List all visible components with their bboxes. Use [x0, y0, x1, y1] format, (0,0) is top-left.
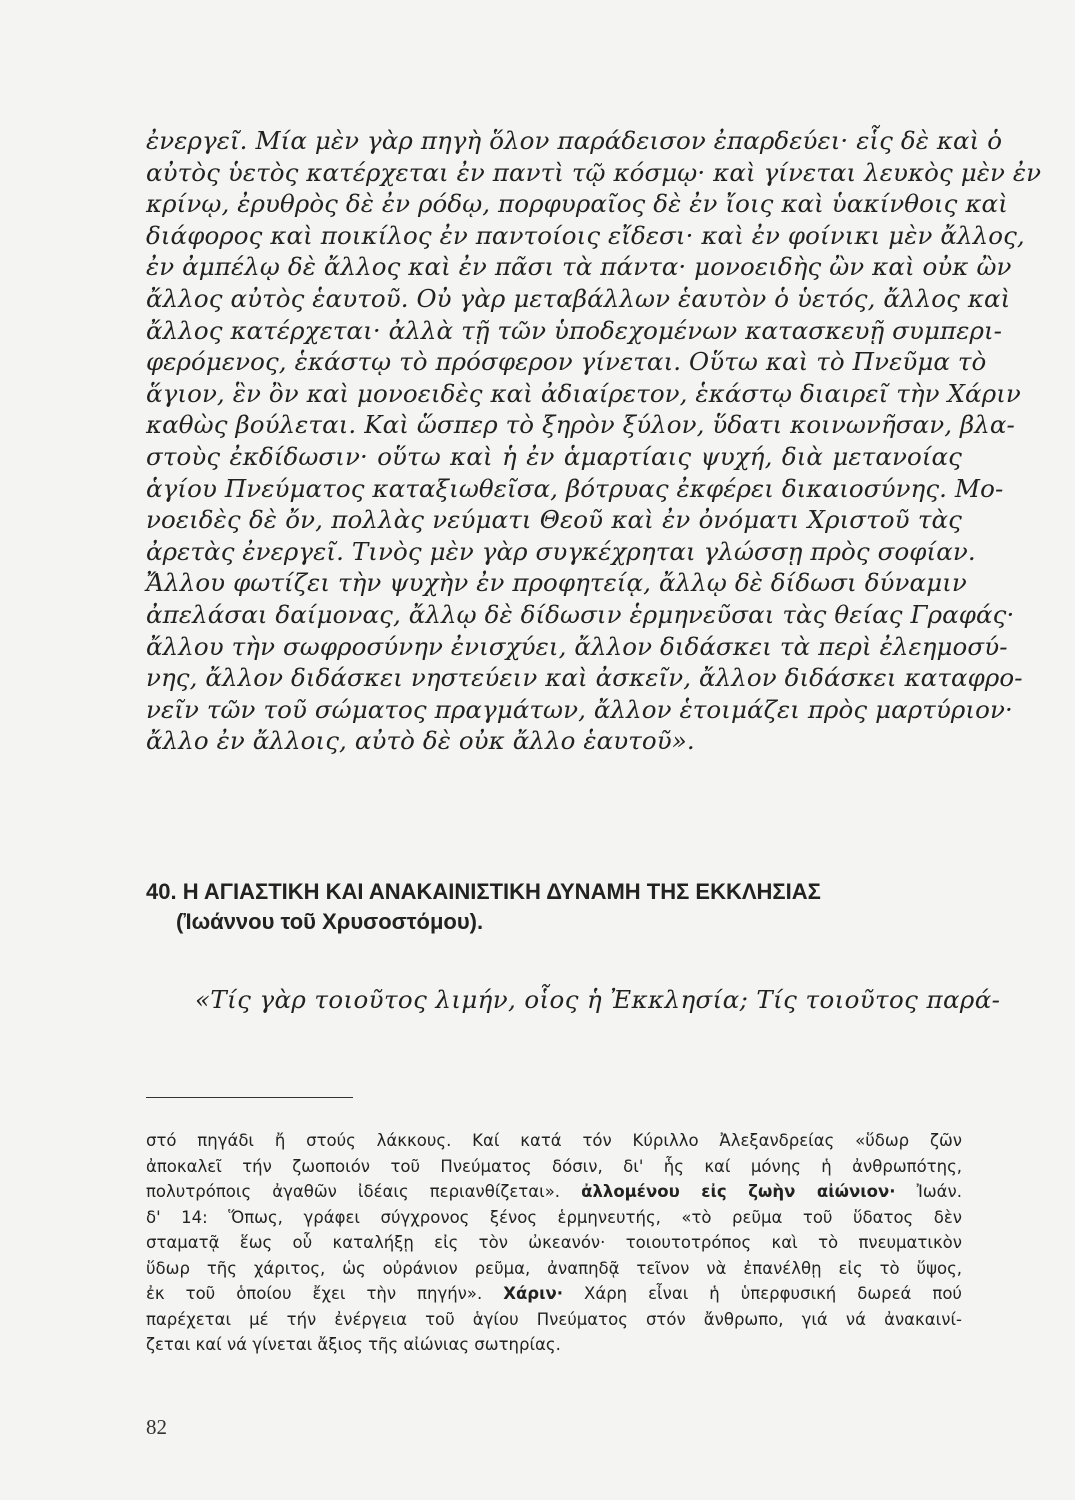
text-line: νεῖν τῶν τοῦ σώματος πραγμάτων, ἄλλον ἑτοιμάζει πρὸς μαρτύριον·	[146, 694, 1013, 724]
text-line: κρίνῳ, ἐρυθρὸς δὲ ἐν ρόδῳ, πορφυραῖος δὲ ἐν ἴοις καὶ ὑακίνθοις καὶ	[146, 189, 1008, 219]
text-line: στοὺς ἐκδίδωσιν· οὕτω καὶ ἡ ἐν ἁμαρτίαις ψυχή, διὰ μετανοίας	[146, 441, 962, 471]
footnote-bold-term: ἀλλομένου εἰς ζωὴν αἰώνιον·	[581, 1182, 896, 1201]
text-line: ἁγίου Πνεύματος καταξιωθεῖσα, βότρυας ἐκφέρει δικαιοσύνης. Μο-	[146, 473, 1004, 503]
footnote-bold-term: Χάριν·	[503, 1284, 564, 1303]
footnote-text: Ἰωάν.	[895, 1182, 962, 1201]
text-line: Ἄλλου φωτίζει τὴν ψυχὴν ἐν προφητείᾳ, ἄλλῳ δὲ δίδωσι δύναμιν	[146, 568, 967, 598]
text-line: νης, ἄλλον διδάσκει νηστεύειν καὶ ἀσκεῖν, ἄλλον διδάσκει καταφρο-	[146, 663, 1023, 693]
text-line: ἄλλο ἐν ἄλλοις, αὐτὸ δὲ οὐκ ἄλλο ἑαυτοῦ».	[146, 726, 695, 756]
text-line: αὐτὸς ὑετὸς κατέρχεται ἐν παντὶ τῷ κόσμῳ· καὶ γίνεται λευκὸς μὲν ἐν	[146, 157, 1042, 187]
section-heading	[146, 877, 962, 937]
text-line: ἄλλος αὐτὸς ἑαυτοῦ. Οὐ γὰρ μεταβάλλων ἑαυτὸν ὁ ὑετός, ἄλλος καὶ	[146, 283, 1011, 313]
text-line: ἀρετὰς ἐνεργεῖ. Τινὸς μὲν γὰρ συγκέχρηται γλώσσῃ πρὸς σοφίαν.	[146, 536, 976, 566]
quote-line: «Τίς γὰρ τοιοῦτος λιμήν, οἷος ἡ Ἐκκλησία; Τίς τοιοῦτος παρά-	[195, 985, 1001, 1014]
footnote-line: ὕδωρ τῆς χάριτος, ὡς οὐράνιον ρεῦμα, ἀναπηδᾷ τεῖνον νὰ ἐπανέλθῃ εἰς τὸ ὕψος,	[146, 1258, 962, 1278]
footnote-text: πολυτρόποις ἀγαθῶν ἰδέαις περιανθίζεται».	[146, 1182, 582, 1201]
section-title: 40. Η ΑΓΙΑΣΤΙΚΗ ΚΑΙ ΑΝΑΚΑΙΝΙΣΤΙΚΗ ΔΥΝΑΜΗ ΤΗΣ ΕΚΚΛΗΣΙΑΣ	[146, 879, 821, 904]
footnote-divider	[146, 1097, 353, 1098]
text-line: διάφορος καὶ ποικίλος ἐν παντοίοις εἴδεσι· καὶ ἐν φοίνικι μὲν ἄλλος,	[146, 220, 1025, 250]
text-line: νοειδὲς δὲ ὄν, πολλὰς νεύματι Θεοῦ καὶ ἐν ὀνόματι Χριστοῦ τὰς	[146, 505, 962, 535]
text-line: ἄλλος κατέρχεται· ἀλλὰ τῇ τῶν ὑποδεχομένων κατασκευῇ συμπερι-	[146, 315, 1003, 345]
text-line: φερόμενος, ἑκάστῳ τὸ πρόσφερον γίνεται. Οὕτω καὶ τὸ Πνεῦμα τὸ	[146, 347, 987, 377]
page-number: 82	[146, 1415, 167, 1439]
section-subtitle: (Ἰωάννου τοῦ Χρυσοστόμου).	[176, 909, 484, 934]
text-line: καθὼς βούλεται. Καὶ ὥσπερ τὸ ξηρὸν ξύλον, ὕδατι κοινωνῆσαν, βλα-	[146, 410, 1015, 440]
text-line: ἐν ἀμπέλῳ δὲ ἄλλος καὶ ἐν πᾶσι τὰ πάντα· μονοειδὴς ὢν καὶ οὐκ ὢν	[146, 252, 1012, 282]
text-line: ἐνεργεῖ. Μία μὲν γὰρ πηγὴ ὅλον παράδεισον ἐπαρδεύει· εἷς δὲ καὶ ὁ	[146, 126, 1003, 155]
footnote-line: δ' 14: Ὅπως, γράφει σύγχρονος ξένος ἑρμηνευτής, «τὸ ρεῦμα τοῦ ὕδατος δὲν	[146, 1207, 962, 1227]
text-line: ἄλλου τὴν σωφροσύνην ἐνισχύει, ἄλλον διδάσκει τὰ περὶ ἐλεημοσύ-	[146, 631, 1008, 661]
footnote	[146, 1128, 962, 1358]
main-text	[146, 125, 1042, 757]
footnote-line: ἀποκαλεῖ τήν ζωοποιόν τοῦ Πνεύματος δόσιν, δι' ἧς καί μόνης ἡ ἀνθρωπότης,	[146, 1156, 962, 1176]
text-line: ἅγιον, ἓν ὂν καὶ μονοειδὲς καὶ ἀδιαίρετον, ἑκάστῳ διαιρεῖ τὴν Χάριν	[146, 378, 1021, 408]
footnote-line	[146, 1179, 962, 1205]
footnote-line: στό πηγάδι ἤ στούς λάκκους. Καί κατά τόν Κύριλλο Ἀλεξανδρείας «ὕδωρ ζῶν	[146, 1131, 962, 1150]
footnote-text: ἐκ τοῦ ὁποίου ἔχει τὴν πηγήν».	[146, 1284, 504, 1303]
footnote-line: σταματᾷ ἕως οὗ καταλήξῃ εἰς τὸν ὠκεανόν· τοιουτοτρόπος καὶ τὸ πνευματικὸν	[146, 1233, 962, 1252]
footnote-text: Χάρη εἶναι ἡ ὑπερφυσική δωρεά πού	[563, 1284, 962, 1303]
footnote-line: παρέχεται μέ τήν ἐνέργεια τοῦ ἁγίου Πνεύματος στόν ἄνθρωπο, γιά νά ἀνακαινί-	[146, 1309, 962, 1329]
footnote-line: ζεται καί νά γίνεται ἄξιος τῆς αἰώνιας σωτηρίας.	[146, 1335, 561, 1354]
footnote-line	[146, 1281, 962, 1307]
text-line: ἀπελάσαι δαίμονας, ἄλλῳ δὲ δίδωσιν ἑρμηνεῦσαι τὰς θείας Γραφάς·	[146, 599, 1015, 629]
